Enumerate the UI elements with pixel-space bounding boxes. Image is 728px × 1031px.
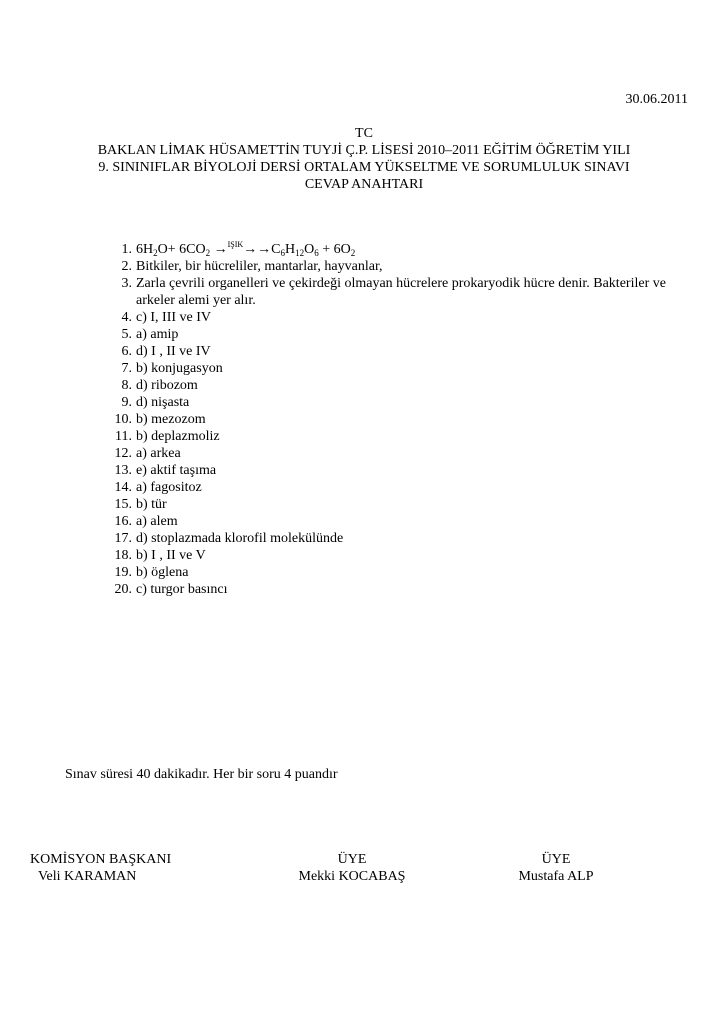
document-header	[0, 125, 728, 193]
signature-name: Veli KARAMAN	[38, 869, 137, 884]
answer-item-5	[100, 326, 700, 343]
answer-number: 4.	[121, 310, 132, 325]
answer-number: 2.	[121, 259, 132, 274]
answer-item-3	[100, 275, 700, 309]
answer-text: b) mezozom	[136, 412, 206, 427]
document-date: 30.06.2011	[625, 92, 688, 107]
answer-item-13	[100, 462, 700, 479]
answer-text: d) ribozom	[136, 378, 198, 393]
answer-number: 6.	[121, 344, 132, 359]
signature-member-2	[516, 851, 596, 885]
signature-role: KOMİSYON BAŞKANI	[30, 852, 172, 867]
answer-number: 18.	[114, 548, 132, 563]
answer-number: 1.	[121, 242, 132, 257]
answer-item-4	[100, 309, 700, 326]
answer-item-18	[100, 547, 700, 564]
answer-item-6	[100, 343, 700, 360]
answer-number: 19.	[114, 565, 132, 580]
answer-number: 11.	[115, 429, 132, 444]
answer-number: 3.	[121, 276, 132, 291]
answer-text: b) I , II ve V	[136, 548, 206, 563]
answer-item-20	[100, 581, 700, 598]
answer-text: c) I, III ve IV	[136, 310, 212, 325]
answer-text: d) nişasta	[136, 395, 190, 410]
answer-item-11	[100, 428, 700, 445]
answer-number: 7.	[121, 361, 132, 376]
answer-number: 10.	[114, 412, 132, 427]
answer-item-9	[100, 394, 700, 411]
signature-name: Mekki KOCABAŞ	[298, 869, 406, 884]
answer-item-7	[100, 360, 700, 377]
answer-list	[100, 241, 700, 598]
answer-text: a) arkea	[136, 446, 181, 461]
signature-chair	[30, 851, 202, 885]
answer-item-19	[100, 564, 700, 581]
answer-text: e) aktif taşıma	[136, 463, 217, 478]
header-line-4: CEVAP ANAHTARI	[304, 177, 424, 192]
signature-role: ÜYE	[541, 852, 571, 867]
header-line-2: BAKLAN LİMAK HÜSAMETTİN TUYJİ Ç.P. LİSESİ 2010–2011 EĞİTİM ÖĞRETİM YILI	[97, 143, 631, 158]
header-line-3: 9. SININIFLAR BİYOLOJİ DERSİ ORTALAM YÜKSELTME VE SORUMLULUK SINAVI	[98, 160, 630, 175]
answer-item-16	[100, 513, 700, 530]
answer-number: 12.	[114, 446, 132, 461]
answer-number: 17.	[114, 531, 132, 546]
answer-item-12	[100, 445, 700, 462]
answer-item-17	[100, 530, 700, 547]
answer-item-10	[100, 411, 700, 428]
signature-name: Mustafa ALP	[518, 869, 594, 884]
exam-note: Sınav süresi 40 dakikadır. Her bir soru 4 puandır	[65, 767, 338, 782]
answer-text: d) stoplazmada klorofil molekülünde	[136, 531, 344, 546]
answer-item-8	[100, 377, 700, 394]
answer-number: 13.	[114, 463, 132, 478]
answer-text: a) fagositoz	[136, 480, 202, 495]
answer-number: 15.	[114, 497, 132, 512]
signature-member-1	[283, 851, 421, 885]
header-line-1: TC	[355, 126, 373, 141]
answer-text: b) deplazmoliz	[136, 429, 220, 444]
answer-text: d) I , II ve IV	[136, 344, 211, 359]
answer-text: a) amip	[136, 327, 179, 342]
answer-item-1	[100, 241, 700, 258]
photosynthesis-equation: $6H_2O+ 6CO_2 \to^{IŞIK}\to\to C_6H_{12}O_6 + 6O_2$	[136, 240, 356, 258]
answer-text: b) konjugasyon	[136, 361, 223, 376]
answer-number: 14.	[114, 480, 132, 495]
answer-number: 16.	[114, 514, 132, 529]
answer-text: c) turgor basıncı	[136, 582, 228, 597]
signature-role: ÜYE	[337, 852, 367, 867]
answer-number: 5.	[121, 327, 132, 342]
answer-text: Zarla çevrili organelleri ve çekirdeği olmayan hücrelere prokaryodik hücre denir. Bakteriler ve arkeler alemi yer alır.	[136, 276, 666, 308]
answer-text: b) öglena	[136, 565, 189, 580]
answer-number: 20.	[114, 582, 132, 597]
answer-item-15	[100, 496, 700, 513]
answer-text: Bitkiler, bir hücreliler, mantarlar, hayvanlar,	[136, 259, 383, 274]
answer-item-2	[100, 258, 700, 275]
answer-number: 9.	[121, 395, 132, 410]
answer-number: 8.	[121, 378, 132, 393]
answer-item-14	[100, 479, 700, 496]
answer-text: b) tür	[136, 497, 167, 512]
answer-text: a) alem	[136, 514, 178, 529]
